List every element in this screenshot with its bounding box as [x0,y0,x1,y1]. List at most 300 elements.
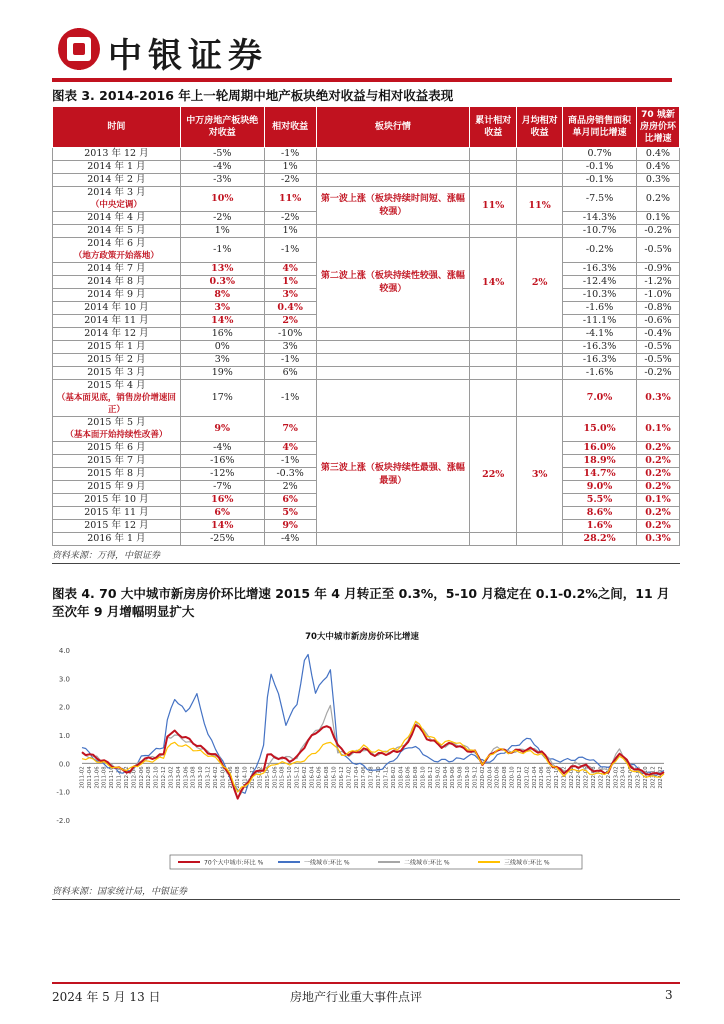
sales-area-growth-cell: -1.6% [563,302,637,315]
monthly-avg-return-cell: 11% [517,187,563,225]
figure3-source: 资料来源：万得，中银证券 [52,551,161,561]
absolute-return-cell: 16% [180,328,264,341]
event-note: （基本面见底，销售房价增速回正） [56,393,176,415]
x-tick-label: 2014-10 [242,766,249,789]
time-cell [53,238,181,263]
absolute-return-cell: 9% [180,417,264,442]
event-note: （地方政策开始落地） [73,251,159,261]
x-tick-label: 2016-08 [324,766,331,789]
absolute-return-cell: 3% [180,302,264,315]
column-header: 相对收益 [264,107,316,148]
x-tick-label: 2015-02 [257,766,264,789]
table-row [53,148,680,161]
x-tick-label: 2024-02 [657,766,664,789]
price-growth-cell: 0.4% [637,161,680,174]
empty-cell [470,354,517,367]
table-row [53,417,680,442]
time-cell [53,367,181,380]
column-header: 时间 [53,107,181,148]
empty-cell [517,328,563,341]
chart-legend [170,855,582,869]
empty-cell [517,341,563,354]
monthly-avg-return-cell: 2% [517,238,563,328]
y-tick-label: 0.0 [58,760,70,769]
time-cell [53,148,181,161]
figure4-caption: 图表 4. 70 大中城市新房房价环比增速 2015 年 4 月转正至 0.3%，5-10 月稳定在 0.1-0.2%之间，11 月至次年 9 月增幅明显扩大 [52,586,670,619]
event-note: （基本面开始持续性改善） [65,430,168,440]
x-tick-label: 2016-12 [338,766,345,789]
x-tick-label: 2023-02 [613,766,620,789]
x-tick-label: 2021-10 [553,766,560,789]
y-tick-label: 3.0 [58,675,70,684]
table-row [53,380,680,417]
time-label: 2013 年 12 月 [84,148,149,159]
y-tick-label: -2.0 [56,817,70,825]
time-cell [53,263,181,276]
x-tick-label: 2016-10 [331,766,338,789]
figure3-bottom-rule [52,563,680,564]
empty-cell [470,148,517,161]
relative-return-cell: 9% [264,520,316,533]
time-label: 2015 年 11 月 [84,507,149,518]
x-tick-label: 2015-08 [279,766,286,789]
monthly-avg-return-cell: 3% [517,417,563,533]
time-label: 2015 年 12 月 [84,520,149,531]
empty-cell [470,328,517,341]
time-label: 2015 年 2 月 [87,354,146,365]
cumulative-return-cell: 14% [470,238,517,328]
absolute-return-cell: -1% [180,238,264,263]
relative-return-cell: 1% [264,225,316,238]
x-tick-label: 2017-02 [346,766,353,789]
time-cell [53,380,181,417]
price-growth-cell: 0.2% [637,187,680,212]
y-axis [56,647,70,825]
absolute-return-cell: 1% [180,225,264,238]
cumulative-return-cell: 22% [470,417,517,533]
price-growth-cell: -0.5% [637,354,680,367]
x-tick-label: 2017-10 [376,766,383,789]
y-tick-label: 1.0 [58,732,70,740]
x-tick-label: 2018-04 [398,766,405,789]
price-growth-cell: 0.4% [637,148,680,161]
empty-cell [316,225,470,238]
x-tick-label: 2020-02 [479,766,486,789]
table-row [53,174,680,187]
table-row [53,533,680,546]
empty-cell [316,354,470,367]
x-tick-label: 2022-08 [591,766,598,789]
sales-area-growth-cell: 0.7% [563,148,637,161]
time-cell [53,507,181,520]
sales-area-growth-cell: -10.3% [563,289,637,302]
absolute-return-cell: -4% [180,442,264,455]
figure4-source: 资料来源：国家统计局，中银证券 [52,887,188,897]
column-header: 累计相对收益 [470,107,517,148]
x-tick-label: 2023-08 [635,766,642,789]
time-label: 2014 年 8 月 [87,276,146,287]
sales-area-growth-cell: -0.1% [563,174,637,187]
x-tick-label: 2018-06 [405,766,412,789]
time-cell [53,481,181,494]
x-tick-label: 2022-02 [568,766,575,789]
time-cell [53,225,181,238]
sales-area-growth-cell: -14.3% [563,212,637,225]
relative-return-cell: -2% [264,174,316,187]
empty-cell [517,380,563,417]
x-tick-label: 2019-02 [435,766,442,789]
price-growth-cell: 0.3% [637,174,680,187]
column-header: 70 城新房房价环比增速 [637,107,680,148]
x-tick-label: 2014-06 [227,766,234,789]
footer-page-number: 3 [665,988,673,1002]
empty-cell [470,161,517,174]
x-tick-label: 2021-06 [539,766,546,789]
footer-rule [52,982,680,984]
relative-return-cell: -1% [264,148,316,161]
table-row [53,161,680,174]
relative-return-cell: -1% [264,238,316,263]
x-tick-label: 2011-08 [101,766,108,789]
sales-area-growth-cell: -11.1% [563,315,637,328]
sales-area-growth-cell: 14.7% [563,468,637,481]
x-tick-label: 2014-08 [235,766,242,789]
x-tick-label: 2023-12 [650,766,657,789]
price-growth-chart [52,624,680,876]
cumulative-return-cell: 11% [470,187,517,225]
price-growth-cell: 0.2% [637,481,680,494]
x-tick-label: 2012-06 [138,766,145,789]
sales-area-growth-cell: -4.1% [563,328,637,341]
table-row [53,225,680,238]
time-cell [53,161,181,174]
absolute-return-cell: -12% [180,468,264,481]
absolute-return-cell: -16% [180,455,264,468]
page-header [0,0,724,80]
sector-wave-cell: 第三波上涨（板块持续性最强、涨幅最强） [316,417,470,533]
x-tick-label: 2012-08 [146,766,153,789]
sales-area-growth-cell: -0.2% [563,238,637,263]
table-row [53,341,680,354]
empty-cell [316,533,470,546]
column-header: 月均相对收益 [517,107,563,148]
absolute-return-cell: 8% [180,289,264,302]
x-tick-label: 2014-12 [250,766,257,789]
time-cell [53,187,181,212]
time-label: 2014 年 3 月 [87,187,146,198]
absolute-return-cell: -2% [180,212,264,225]
x-tick-label: 2020-04 [487,766,494,789]
x-tick-label: 2011-04 [86,766,93,789]
table-row [53,187,680,212]
price-growth-cell: 0.1% [637,494,680,507]
x-tick-label: 2022-06 [583,766,590,789]
x-tick-label: 2017-06 [361,766,368,789]
sales-area-growth-cell: 9.0% [563,481,637,494]
x-tick-label: 2011-10 [109,766,116,789]
x-tick-label: 2014-04 [220,766,227,789]
absolute-return-cell: 6% [180,507,264,520]
x-tick-label: 2016-06 [316,766,323,789]
time-cell [53,315,181,328]
price-growth-cell: 0.3% [637,380,680,417]
absolute-return-cell: 14% [180,520,264,533]
time-cell [53,174,181,187]
empty-cell [470,367,517,380]
price-growth-cell: 0.2% [637,507,680,520]
x-tick-label: 2014-02 [212,766,219,789]
x-tick-label: 2017-08 [368,766,375,789]
x-tick-label: 2011-06 [94,766,101,789]
table-row [53,354,680,367]
sales-area-growth-cell: -16.3% [563,354,637,367]
x-tick-label: 2023-10 [642,766,649,789]
x-tick-label: 2020-10 [509,766,516,789]
x-tick-label: 2017-12 [383,766,390,789]
relative-return-cell: 4% [264,263,316,276]
relative-return-cell: 1% [264,161,316,174]
time-label: 2015 年 1 月 [87,341,146,352]
sales-area-growth-cell: -7.5% [563,187,637,212]
price-growth-cell: -1.2% [637,276,680,289]
x-tick-label: 2015-12 [294,766,301,789]
x-tick-label: 2019-04 [442,766,449,789]
time-label: 2014 年 10 月 [84,302,149,313]
x-tick-label: 2019-10 [465,766,472,789]
relative-return-cell: -1% [264,354,316,367]
time-cell [53,442,181,455]
empty-cell [517,533,563,546]
relative-return-cell: 11% [264,187,316,212]
relative-return-cell: 5% [264,507,316,520]
relative-return-cell: 2% [264,315,316,328]
time-cell [53,533,181,546]
price-growth-cell: 0.2% [637,442,680,455]
price-growth-cell: -1.0% [637,289,680,302]
time-cell [53,455,181,468]
time-label: 2015 年 5 月 [87,417,146,428]
time-cell [53,276,181,289]
relative-return-cell: -4% [264,533,316,546]
x-tick-label: 2017-04 [353,766,360,789]
price-growth-cell: -0.5% [637,341,680,354]
time-label: 2014 年 7 月 [87,263,146,274]
empty-cell [517,225,563,238]
relative-return-cell: 7% [264,417,316,442]
time-label: 2015 年 9 月 [87,481,146,492]
time-label: 2014 年 4 月 [87,212,146,223]
x-tick-label: 2021-12 [561,766,568,789]
time-label: 2014 年 12 月 [84,328,149,339]
x-tick-label: 2012-12 [161,766,168,789]
absolute-return-cell: -7% [180,481,264,494]
empty-cell [316,328,470,341]
footer-date: 2024 年 5 月 13 日 [52,990,161,1004]
x-tick-label: 2020-06 [494,766,501,789]
absolute-return-cell: -25% [180,533,264,546]
x-tick-label: 2016-04 [309,766,316,789]
relative-return-cell: 3% [264,289,316,302]
time-label: 2015 年 8 月 [87,468,146,479]
legend-label: 一线城市:环比 % [304,859,350,867]
absolute-return-cell: -5% [180,148,264,161]
x-tick-label: 2020-12 [516,766,523,789]
absolute-return-cell: -3% [180,174,264,187]
legend-label: 二线城市:环比 % [404,859,450,867]
empty-cell [316,174,470,187]
empty-cell [316,367,470,380]
x-tick-label: 2020-08 [502,766,509,789]
figure4-bottom-rule [52,899,680,900]
absolute-return-cell: 13% [180,263,264,276]
sales-area-growth-cell: -16.3% [563,341,637,354]
time-label: 2014 年 5 月 [87,225,146,236]
x-tick-label: 2013-08 [190,766,197,789]
x-tick-label: 2019-12 [472,766,479,789]
x-tick-label: 2018-12 [427,766,434,789]
empty-cell [470,225,517,238]
absolute-return-cell: 19% [180,367,264,380]
price-growth-cell: 0.2% [637,520,680,533]
time-label: 2014 年 2 月 [87,174,146,185]
sales-area-growth-cell: 7.0% [563,380,637,417]
sales-area-growth-cell: 15.0% [563,417,637,442]
time-cell [53,341,181,354]
table-row [53,238,680,263]
empty-cell [517,174,563,187]
empty-cell [470,341,517,354]
time-cell [53,494,181,507]
x-tick-label: 2019-06 [450,766,457,789]
sales-area-growth-cell: -1.6% [563,367,637,380]
x-tick-label: 2018-10 [420,766,427,789]
x-tick-label: 2023-06 [628,766,635,789]
relative-return-cell: -0.3% [264,468,316,481]
time-cell [53,212,181,225]
x-tick-label: 2021-02 [524,766,531,789]
time-cell [53,520,181,533]
time-label: 2015 年 7 月 [87,455,146,466]
y-tick-label: 2.0 [58,703,70,712]
x-tick-label: 2021-08 [546,766,553,789]
relative-return-cell: 3% [264,341,316,354]
time-cell [53,354,181,367]
table-header-row [53,107,680,148]
price-growth-cell: 0.1% [637,417,680,442]
x-tick-label: 2013-04 [175,766,182,789]
x-tick-label: 2019-08 [457,766,464,789]
event-note: （中央定调） [90,200,142,210]
sales-area-growth-cell: 1.6% [563,520,637,533]
x-tick-label: 2013-02 [168,766,175,789]
boc-logo-icon [58,28,100,70]
time-label: 2015 年 3 月 [87,367,146,378]
x-tick-label: 2018-02 [390,766,397,789]
table-row [53,367,680,380]
absolute-return-cell: 16% [180,494,264,507]
price-growth-cell: 0.2% [637,455,680,468]
empty-cell [316,161,470,174]
price-growth-cell: -0.8% [637,302,680,315]
sector-wave-cell: 第一波上涨（板块持续时间短、涨幅较强） [316,187,470,225]
legend-label: 三线城市:环比 % [504,859,550,867]
x-tick-label: 2012-10 [153,766,160,789]
time-cell [53,302,181,315]
relative-return-cell: -10% [264,328,316,341]
sales-area-growth-cell: -16.3% [563,263,637,276]
table-body [53,148,680,546]
price-growth-cell: -0.4% [637,328,680,341]
price-growth-cell: -0.6% [637,315,680,328]
time-label: 2015 年 6 月 [87,442,146,453]
x-tick-label: 2022-12 [605,766,612,789]
x-tick-label: 2012-02 [123,766,130,789]
price-growth-cell: 0.3% [637,533,680,546]
time-label: 2014 年 9 月 [87,289,146,300]
relative-return-cell: 1% [264,276,316,289]
x-tick-label: 2013-10 [198,766,205,789]
table-row [53,328,680,341]
time-cell [53,417,181,442]
column-header: 中万房地产板块绝对收益 [180,107,264,148]
relative-return-cell: -2% [264,212,316,225]
column-header: 板块行情 [316,107,470,148]
legend-label: 70个大中城市:环比 % [204,859,264,867]
x-tick-label: 2015-10 [287,766,294,789]
empty-cell [316,380,470,417]
x-tick-label: 2013-06 [183,766,190,789]
time-label: 2015 年 10 月 [84,494,149,505]
price-growth-cell: -0.2% [637,367,680,380]
relative-return-cell: 4% [264,442,316,455]
time-label: 2015 年 4 月 [87,380,146,391]
empty-cell [316,341,470,354]
x-tick-label: 2013-12 [205,766,212,789]
absolute-return-cell: 17% [180,380,264,417]
sales-area-growth-cell: -12.4% [563,276,637,289]
sales-area-growth-cell: -0.1% [563,161,637,174]
absolute-return-cell: 14% [180,315,264,328]
column-header: 商品房销售面积单月同比增速 [563,107,637,148]
empty-cell [470,533,517,546]
price-growth-cell: -0.2% [637,225,680,238]
sales-area-growth-cell: 8.6% [563,507,637,520]
empty-cell [316,148,470,161]
empty-cell [517,354,563,367]
price-growth-cell: 0.2% [637,468,680,481]
sales-area-growth-cell: 28.2% [563,533,637,546]
x-tick-label: 2011-12 [116,766,123,789]
empty-cell [517,367,563,380]
x-tick-label: 2016-02 [301,766,308,789]
relative-return-cell: 6% [264,367,316,380]
header-rule [52,78,672,82]
empty-cell [517,148,563,161]
sector-wave-cell: 第二波上涨（板块持续性较强、涨幅较强） [316,238,470,328]
absolute-return-cell: 10% [180,187,264,212]
empty-cell [470,174,517,187]
time-cell [53,328,181,341]
sales-area-growth-cell: 16.0% [563,442,637,455]
x-tick-label: 2022-10 [598,766,605,789]
time-cell [53,289,181,302]
x-tick-label: 2021-04 [531,766,538,789]
relative-return-cell: 0.4% [264,302,316,315]
y-tick-label: 4.0 [58,647,70,655]
price-growth-cell: 0.1% [637,212,680,225]
empty-cell [517,161,563,174]
x-tick-label: 2022-04 [576,766,583,789]
